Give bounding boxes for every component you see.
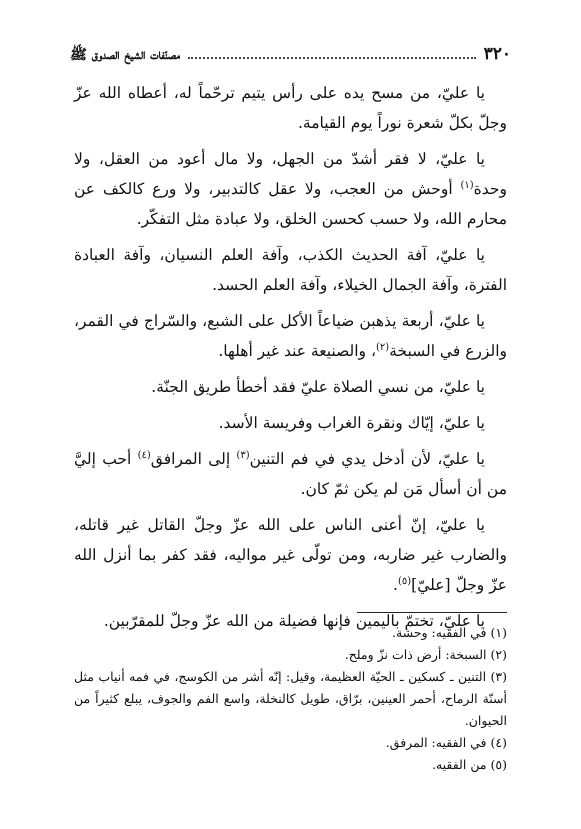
paragraph	[74, 306, 507, 366]
page-number: ٣٢٠	[483, 44, 511, 64]
footnote-marker[interactable]: (٣)	[236, 449, 250, 461]
footnote-marker[interactable]: (١)	[460, 179, 474, 191]
paragraph-text: يا عليّ، من نسي الصلاة عليّ فقد أخطأ طريق الجنّة.	[151, 378, 485, 396]
paragraph-text: يا عليّ، أربعة يذهبن ضياعاً الأكل على الشبع، والسّراج في القمر، والزرع في السبخة	[74, 312, 507, 360]
paragraph-text: إلى المرافق	[150, 450, 237, 468]
paragraph-text: يا عليّ، آفة الحديث الكذب، وآفة العلم النسيان، وآفة العبادة الفترة، وآفة الجمال الخيلاء، وآفة العلم الحسد.	[74, 246, 507, 294]
page-header	[70, 44, 511, 70]
paragraph-text: .	[393, 576, 398, 594]
footnote-marker[interactable]: (٥)	[397, 575, 412, 587]
paragraph	[74, 444, 507, 504]
footnote-marker[interactable]: (٢)	[375, 341, 390, 353]
paragraph	[74, 372, 507, 402]
paragraph-text: يا عليّ، لا فقر أشدّ من الجهل، ولا مال أعود من العقل، ولا وحدة	[74, 150, 507, 198]
paragraph	[74, 408, 507, 438]
paragraph	[74, 240, 507, 300]
paragraph-text: يا عليّ، إيّاك ونقرة الغراب وفريسة الأسد.	[218, 414, 485, 432]
footnote: (٤) في الفقيه: المرفق.	[385, 735, 507, 750]
running-title: مصنّفات الشيخ الصدوق ﷺ	[70, 47, 181, 63]
paragraph-text: يا عليّ، من مسح يده على رأس يتيم ترحّماً له، أعطاه الله عزّ وجلّ بكلّ شعرة نوراً يوم القيامة.	[74, 84, 507, 132]
main-text	[74, 78, 507, 642]
paragraph-text: يا عليّ، إنّ أعنى الناس على الله عزّ وجلّ القاتل غير قاتله، والضارب غير ضاربه، ومن تولّى غير مواليه، فقد كفر بما أنزل الله عزّ وجلّ [عليّ]	[74, 516, 507, 594]
paragraph	[74, 78, 507, 138]
header-dot-leader	[188, 47, 475, 59]
footnotes	[74, 622, 507, 776]
footnote: (٣) التنين ـ كسكين ـ الحيّة العظيمة، وقيل: إنّه أشر من الكوسج، في فمه أنياب مثل أسنّة الرماح، أحمر العينين، برّاق، طويل كالنخلة، واسع الفم والجوف، يبلع كثيراً من الحيوان.	[74, 669, 507, 728]
paragraph-text: أوحش من العجب، ولا عقل كالتدبير، ولا ورع كالكف عن محارم الله، ولا حسب كحسن الخلق، ولا عبادة مثل التفكّر.	[74, 180, 507, 228]
footnote: (٥) من الفقيه.	[431, 757, 507, 772]
footnote-divider	[357, 612, 507, 613]
paragraph	[74, 144, 507, 234]
paragraph-text: أحب إليَّ من أن أسأل مَن لم يكن ثمّ كان.	[74, 450, 507, 498]
paragraph-text: ، والصنيعة عند غير أهلها.	[218, 342, 376, 360]
footnote: (٢) السبخة: أرض ذات نزّ وملح.	[344, 647, 507, 662]
paragraph	[74, 510, 507, 600]
footnote: (١) في الفقيه: وحشة.	[391, 625, 507, 640]
paragraph-text: يا عليّ، لأن أدخل يدي في فم التنين	[249, 450, 485, 468]
footnote-marker[interactable]: (٤)	[137, 449, 151, 461]
paragraph-text: يا عليّ، تختمّ باليمين فإنها فضيلة من الله عزّ وجلّ للمقرّبين.	[103, 612, 485, 630]
